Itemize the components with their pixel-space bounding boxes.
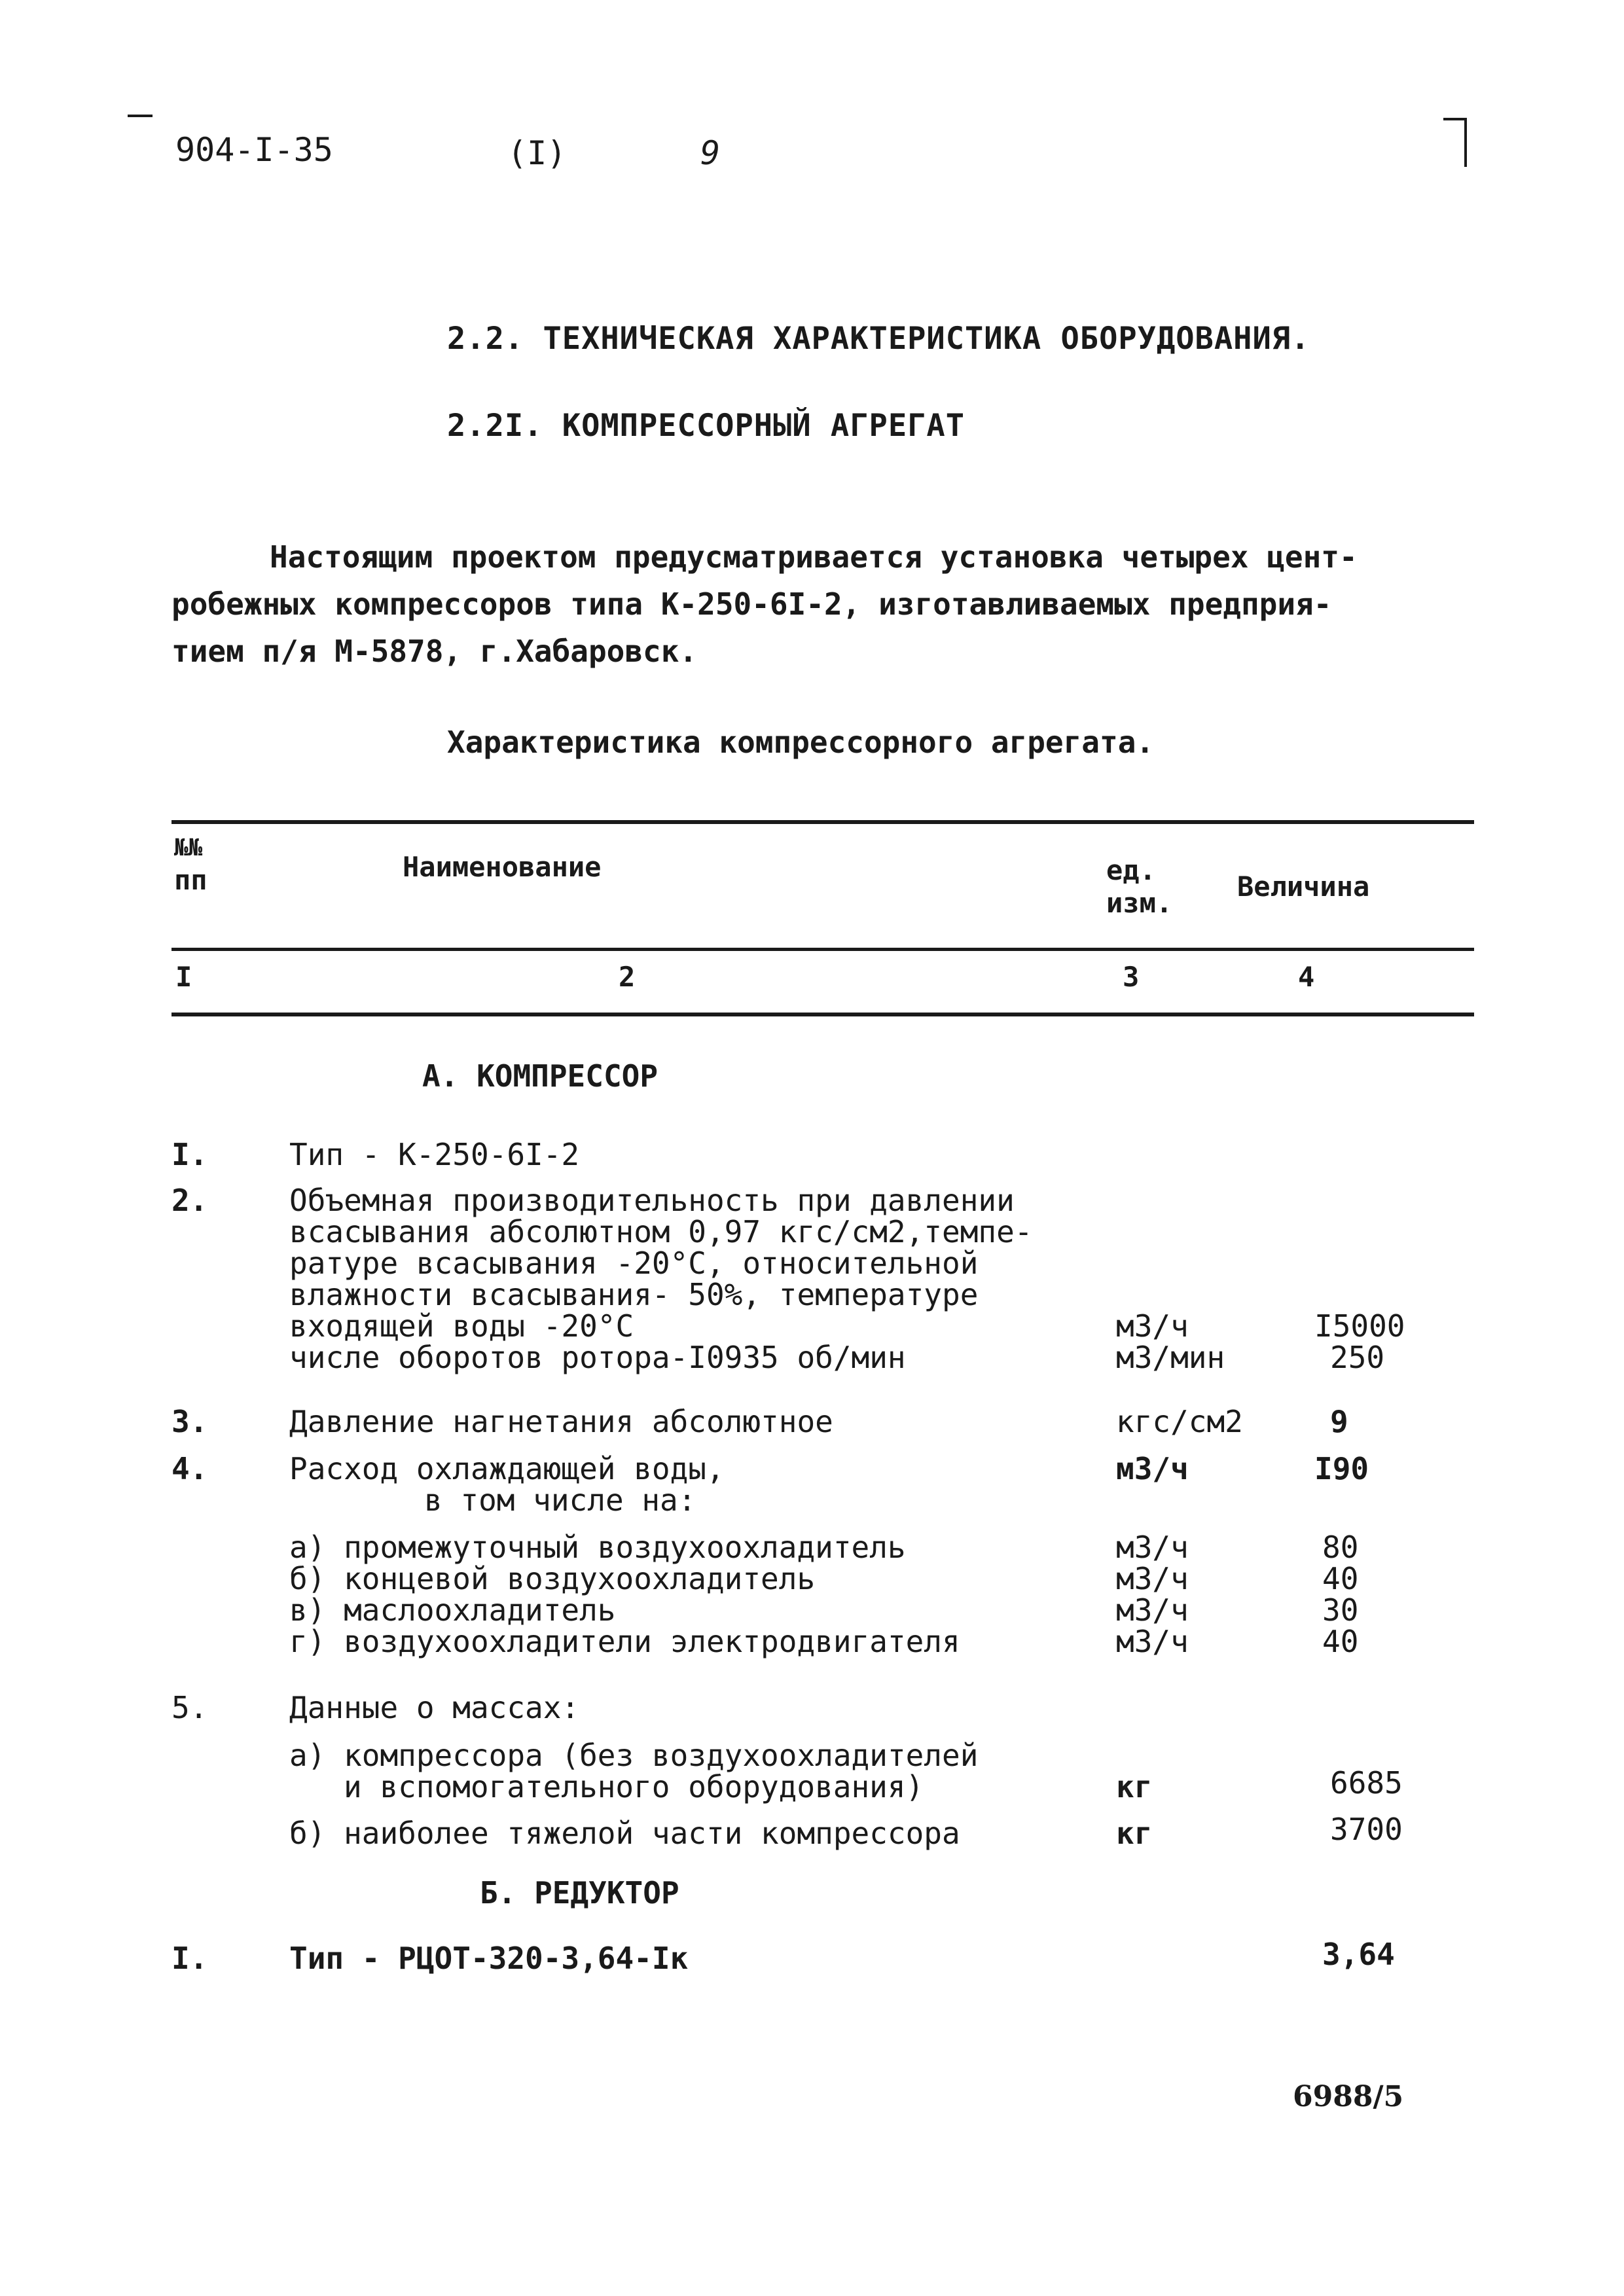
document-part: (I) xyxy=(507,134,567,172)
row-capacity-line: числе оборотов ротора-I0935 об/мин xyxy=(289,1340,906,1375)
row-water-subtext: в том числе на: xyxy=(424,1482,696,1518)
row-capacity-line: входящей воды -20°С xyxy=(289,1308,634,1344)
water-item-label: в) маслоохладитель xyxy=(289,1592,616,1628)
value-cell: 30 xyxy=(1322,1592,1359,1628)
archive-stamp: 6988/5 xyxy=(1293,2080,1404,2113)
section-compressor-heading: А. КОМПРЕССОР xyxy=(422,1058,659,1094)
row-reducer-type: Тип - РЦОТ-320-3,64-Iк xyxy=(289,1941,689,1976)
water-item-label: г) воздухоохладители электродвигателя xyxy=(289,1624,960,1659)
header-num-1: №№ xyxy=(174,834,203,861)
unit-cell: кг xyxy=(1116,1769,1153,1804)
water-item-label: б) концевой воздухоохладитель xyxy=(289,1561,816,1596)
intro-line: Настоящим проектом предусматривается установка четырех цент- xyxy=(270,539,1358,575)
unit-cell: м3/ч xyxy=(1116,1624,1189,1659)
mass-item-line: б) наиболее тяжелой части компрессора xyxy=(289,1816,960,1851)
header-unit-2: изм. xyxy=(1106,887,1173,919)
table-caption: Характеристика компрессорного агрегата. xyxy=(447,725,1155,760)
row-capacity-line: всасывания абсолютном 0,97 кгс/см2,темпе- xyxy=(289,1214,1033,1249)
page-number: 9 xyxy=(700,134,721,172)
unit-cell: м3/ч xyxy=(1116,1592,1189,1628)
row-capacity-line: влажности всасывания- 50%, температуре xyxy=(289,1277,979,1312)
row-number: 2. xyxy=(171,1183,208,1218)
value-cell: 9 xyxy=(1330,1404,1348,1439)
colnum-3: 3 xyxy=(1123,961,1140,993)
value-cell: 250 xyxy=(1330,1340,1385,1375)
section-reducer-heading: Б. РЕДУКТОР xyxy=(480,1875,679,1910)
row-capacity-line: Объемная производительность при давлении xyxy=(289,1183,1015,1218)
header-name: Наименование xyxy=(403,851,602,883)
colnum-4: 4 xyxy=(1298,961,1315,993)
value-cell: 80 xyxy=(1322,1530,1359,1565)
unit-cell: м3/ч xyxy=(1116,1530,1189,1565)
unit-cell: кг xyxy=(1116,1816,1153,1851)
unit-cell: м3/ч xyxy=(1116,1561,1189,1596)
value-cell: I90 xyxy=(1314,1451,1369,1486)
header-num-2: пп xyxy=(174,864,208,896)
unit-cell: м3/ч xyxy=(1116,1451,1189,1486)
unit-cell: кгс/см2 xyxy=(1116,1404,1243,1439)
row-number: 5. xyxy=(171,1690,208,1725)
row-mass-text: Данные о массах: xyxy=(289,1690,580,1725)
table-top-rule xyxy=(171,820,1474,824)
unit-cell: м3/ч xyxy=(1116,1308,1189,1344)
row-capacity-text xyxy=(289,1185,1032,1373)
value-cell: 3,64 xyxy=(1322,1937,1395,1972)
value-cell: 40 xyxy=(1322,1561,1359,1596)
mass-item-line: а) компрессора (без воздухоохладителей xyxy=(289,1738,979,1773)
value-cell: 6685 xyxy=(1330,1765,1403,1801)
intro-line: робежных компрессоров типа К-250-6I-2, изготавливаемых предприя- xyxy=(171,586,1332,622)
corner-mark-right-v xyxy=(1464,118,1467,167)
intro-line: тием п/я М-5878, г.Хабаровск. xyxy=(171,634,698,669)
table-colnum-rule xyxy=(171,1013,1474,1016)
intro-paragraph xyxy=(171,533,1358,675)
colnum-1: I xyxy=(175,961,192,993)
section-title: 2.2. ТЕХНИЧЕСКАЯ ХАРАКТЕРИСТИКА ОБОРУДОВАНИЯ. xyxy=(447,321,1310,357)
row-water-text: Расход охлаждающей воды, xyxy=(289,1451,725,1486)
row-capacity-line: ратуре всасывания -20°С, относительной xyxy=(289,1246,979,1281)
header-unit-1: ед. xyxy=(1106,854,1156,886)
value-cell: 3700 xyxy=(1330,1812,1403,1847)
table-header-rule xyxy=(171,948,1474,951)
value-cell: I5000 xyxy=(1314,1308,1405,1344)
water-item-label: а) промежуточный воздухоохладитель xyxy=(289,1530,906,1565)
row-number: I. xyxy=(171,1137,208,1172)
unit-cell: м3/мин xyxy=(1116,1340,1225,1375)
row-number: 4. xyxy=(171,1451,208,1486)
mass-item-line: и вспомогательного оборудования) xyxy=(344,1769,924,1804)
colnum-2: 2 xyxy=(619,961,636,993)
corner-mark-right-h xyxy=(1443,118,1467,120)
subsection-title: 2.2I. КОМПРЕССОРНЫЙ АГРЕГАТ xyxy=(447,408,965,444)
row-type-text: Тип - К-250-6I-2 xyxy=(289,1137,580,1172)
header-value: Величина xyxy=(1237,870,1370,903)
row-number: I. xyxy=(171,1941,208,1976)
row-number: 3. xyxy=(171,1404,208,1439)
row-pressure-text: Давление нагнетания абсолютное xyxy=(289,1404,833,1439)
corner-mark-left xyxy=(128,115,153,117)
value-cell: 40 xyxy=(1322,1624,1359,1659)
document-code: 904-I-35 xyxy=(175,131,333,169)
